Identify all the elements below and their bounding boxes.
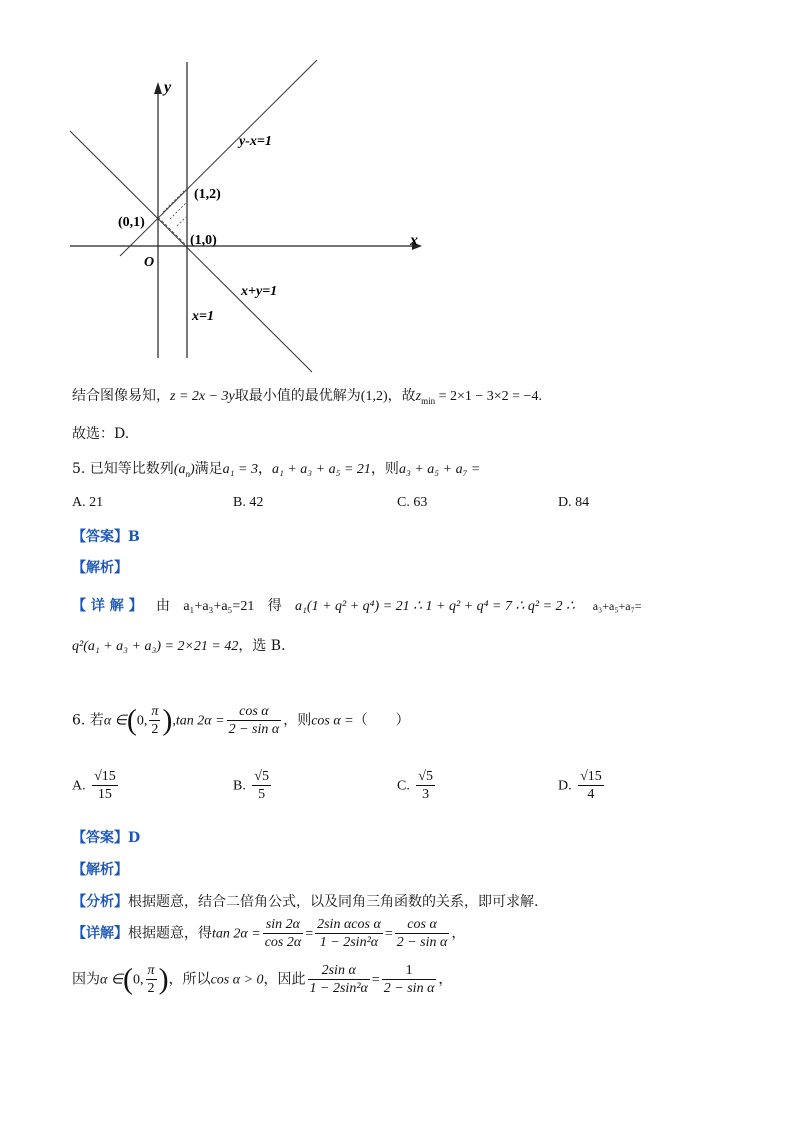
coordinate-graph — [60, 58, 430, 378]
label-x: x — [410, 232, 418, 249]
line-y-minus-x — [120, 60, 317, 256]
q5-detail-1: 【 详 解 】 由 a₁+a₃+a₅=21 得 a₁(1 + q² + q⁴) = 21 ∴ 1 + q² + q⁴ = 7 ∴ q² = 2 ∴ a₃+a₅+a₇= — [72, 598, 642, 614]
q6-fenxi: 【分析】根据题意，结合二倍角公式，以及同角三角函数的关系，即可求解. — [72, 894, 539, 910]
q6-answer: 【答案】D — [72, 830, 141, 846]
q6-option-c[interactable]: C. $\frac{√5}{3}$ — [397, 769, 433, 802]
label-line-x-plus-y: x+y=1 — [241, 284, 278, 299]
q6-because: 因为α ∈(0, $\frac{\pi}{2}$ )，所以cos α > 0，因此 $\frac{\text{2sin α}}{\text{1 − 2sin²α}}$ = $\frac{1}{\text{2 − sin α}}$ ， — [72, 962, 453, 996]
conclusion-line: 结合图像易知，z = 2x − 3y取最小值的最优解为(1,2)，故$z_{min} = 2\times 1 - 3\times 2 = -4$. — [72, 388, 542, 406]
feasible-region-hatch — [158, 189, 187, 246]
label-point-12: (1,2) — [194, 187, 221, 202]
q6-option-b[interactable]: B. $\frac{√5}{5}$ — [233, 769, 269, 802]
q5-stem: 5. 已知等比数列$(a_n)$满足a₁ = 3，a₁ + a₃ + a₅ = 21，则a₃ + a₅ + a₇ = — [72, 461, 481, 479]
q5-option-c[interactable]: C. 63 — [397, 495, 428, 510]
q6-xiangjie: 【详解】根据题意，得tan 2α = $\frac{\sin 2\alpha}{\cos 2\alpha}$ = $\frac{\text{2sin αcos α}}{\text{1 − 2sin²α}}$ = $\frac{\text{cos α}}{\text{2 − sin α}}$ ， — [72, 917, 466, 950]
choose-line: 故选：D. — [72, 426, 130, 442]
y-axis-arrow — [154, 82, 162, 94]
label-point-01: (0,1) — [118, 215, 145, 230]
line-x-plus-y — [70, 131, 312, 372]
q5-detail-2: q²(a₁ + a₃ + a₃) = 2×21 = 42，选 B. — [72, 638, 286, 654]
q5-answer: 【答案】B — [72, 529, 140, 545]
q6-stem: 6. 若α ∈(0, $\frac{\pi}{2}$ ),tan 2α = $\frac{\text{cos α}}{\text{2 − sin α}}$ ，则cos α =（ ） — [72, 703, 410, 737]
label-y: y — [164, 79, 172, 96]
label-line-x-eq-1: x=1 — [192, 309, 214, 324]
q6-option-d[interactable]: D. $\frac{√15}{4}$ — [558, 769, 602, 802]
q6-option-a[interactable]: A. $\frac{√15}{15}$ — [72, 769, 116, 802]
q5-option-a[interactable]: A. 21 — [72, 495, 104, 510]
q5-option-b[interactable]: B. 42 — [233, 495, 264, 510]
q5-option-d[interactable]: D. 84 — [558, 495, 590, 510]
label-point-10: (1,0) — [190, 233, 217, 248]
label-origin: O — [144, 255, 155, 270]
q6-analysis: 【解析】 — [72, 862, 128, 878]
label-line-y-minus-x: y-x=1 — [239, 134, 272, 149]
q5-analysis: 【解析】 — [72, 560, 128, 576]
